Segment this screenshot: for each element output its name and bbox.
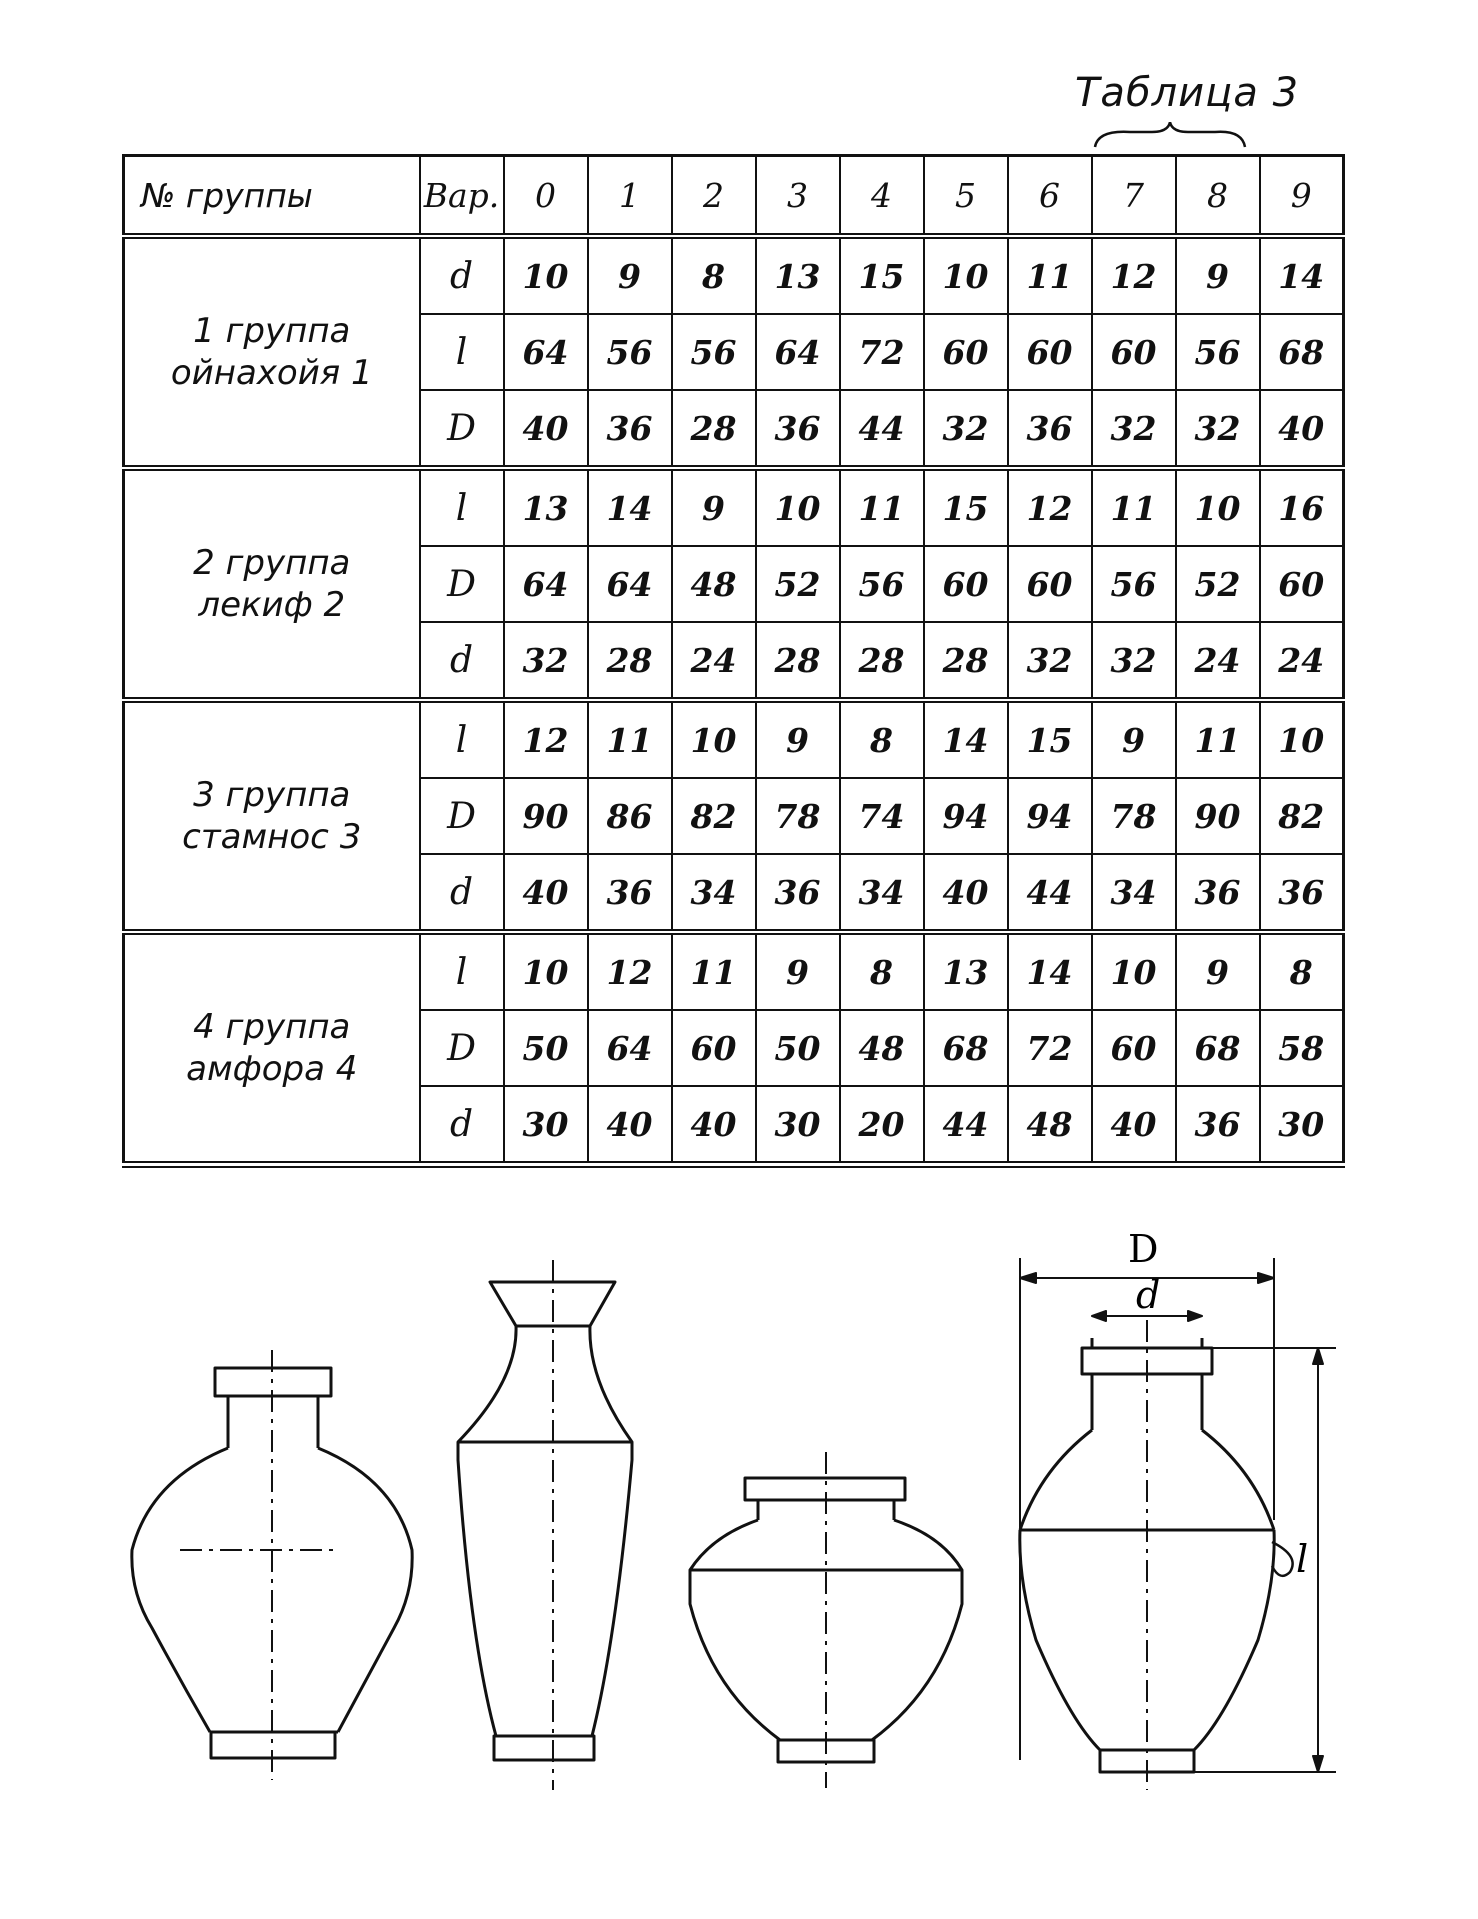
value-cell: 32 [1092,390,1176,468]
value-cell: 90 [504,778,588,854]
value-cell: 94 [924,778,1008,854]
value-cell: 8 [840,700,924,778]
value-cell: 36 [1176,1086,1260,1165]
value-cell: 56 [672,314,756,390]
value-cell: 56 [840,546,924,622]
value-cell: 8 [672,236,756,314]
value-cell: 36 [588,390,672,468]
value-cell: 36 [1008,390,1092,468]
value-cell: 48 [840,1010,924,1086]
value-cell: 74 [840,778,924,854]
value-cell: 12 [1008,468,1092,546]
value-cell: 10 [756,468,840,546]
header-col-0: 0 [504,156,588,237]
value-cell: 36 [588,854,672,932]
group-name-cell: 2 группа лекиф 2 [124,468,420,700]
variable-cell: l [420,700,504,778]
value-cell: 15 [1008,700,1092,778]
value-cell: 40 [504,854,588,932]
value-cell: 34 [1092,854,1176,932]
variants-table [122,154,1345,1168]
value-cell: 11 [1176,700,1260,778]
value-cell: 60 [1092,1010,1176,1086]
value-cell: 28 [924,622,1008,700]
variable-cell: d [420,622,504,700]
table-body [124,156,1344,1165]
value-cell: 28 [840,622,924,700]
value-cell: 60 [672,1010,756,1086]
value-cell: 60 [1260,546,1344,622]
value-cell: 9 [1092,700,1176,778]
value-cell: 12 [1092,236,1176,314]
value-cell: 34 [840,854,924,932]
value-cell: 13 [756,236,840,314]
header-group-cell: № группы [124,156,420,237]
header-col-6: 6 [1008,156,1092,237]
value-cell: 40 [924,854,1008,932]
value-cell: 60 [1008,546,1092,622]
value-cell: 12 [504,700,588,778]
value-cell: 15 [924,468,1008,546]
variable-cell: d [420,854,504,932]
value-cell: 68 [1260,314,1344,390]
variable-cell: D [420,1010,504,1086]
value-cell: 72 [1008,1010,1092,1086]
variable-cell: D [420,546,504,622]
value-cell: 12 [588,932,672,1010]
value-cell: 10 [1092,932,1176,1010]
value-cell: 14 [1260,236,1344,314]
value-cell: 60 [1008,314,1092,390]
value-cell: 32 [504,622,588,700]
group-name-cell: 3 группа стамнос 3 [124,700,420,932]
value-cell: 72 [840,314,924,390]
value-cell: 58 [1260,1010,1344,1086]
value-cell: 78 [1092,778,1176,854]
value-cell: 64 [588,1010,672,1086]
value-cell: 9 [1176,932,1260,1010]
table-row [124,932,1344,1010]
value-cell: 28 [756,622,840,700]
value-cell: 40 [504,390,588,468]
stamnos-drawing [690,1452,962,1788]
value-cell: 28 [588,622,672,700]
table-row [124,236,1344,314]
value-cell: 36 [756,854,840,932]
table-row [124,700,1344,778]
value-cell: 50 [756,1010,840,1086]
header-col-4: 4 [840,156,924,237]
header-row [124,156,1344,237]
value-cell: 64 [504,314,588,390]
table-caption: Таблица 3 [1075,70,1300,116]
group-name-cell: 4 группа амфора 4 [124,932,420,1165]
value-cell: 8 [1260,932,1344,1010]
value-cell: 30 [1260,1086,1344,1165]
value-cell: 13 [504,468,588,546]
variable-cell: d [420,1086,504,1165]
header-col-8: 8 [1176,156,1260,237]
value-cell: 14 [1008,932,1092,1010]
value-cell: 52 [756,546,840,622]
value-cell: 86 [588,778,672,854]
variable-cell: l [420,314,504,390]
value-cell: 48 [1008,1086,1092,1165]
value-cell: 16 [1260,468,1344,546]
value-cell: 11 [672,932,756,1010]
value-cell: 10 [672,700,756,778]
caption-brace [1090,122,1250,152]
dimension-label-D: D [1128,1227,1159,1271]
dimension-label-l: l [1296,1537,1309,1581]
value-cell: 11 [840,468,924,546]
value-cell: 40 [588,1086,672,1165]
table-row [124,468,1344,546]
variable-cell: l [420,932,504,1010]
group-name-cell: 1 группа ойнахойя 1 [124,236,420,468]
header-col-3: 3 [756,156,840,237]
value-cell: 56 [1176,314,1260,390]
variable-cell: d [420,236,504,314]
value-cell: 10 [1176,468,1260,546]
value-cell: 82 [672,778,756,854]
value-cell: 90 [1176,778,1260,854]
value-cell: 68 [924,1010,1008,1086]
value-cell: 11 [1092,468,1176,546]
value-cell: 9 [672,468,756,546]
header-col-1: 1 [588,156,672,237]
value-cell: 60 [924,546,1008,622]
value-cell: 40 [1260,390,1344,468]
value-cell: 36 [756,390,840,468]
header-col-5: 5 [924,156,1008,237]
value-cell: 64 [756,314,840,390]
header-col-9: 9 [1260,156,1344,237]
value-cell: 10 [924,236,1008,314]
value-cell: 32 [924,390,1008,468]
value-cell: 30 [756,1086,840,1165]
value-cell: 14 [924,700,1008,778]
value-cell: 9 [756,700,840,778]
value-cell: 48 [672,546,756,622]
value-cell: 50 [504,1010,588,1086]
dimension-label-d: d [1136,1273,1161,1317]
value-cell: 36 [1260,854,1344,932]
value-cell: 9 [588,236,672,314]
value-cell: 64 [588,546,672,622]
value-cell: 28 [672,390,756,468]
lekythos-drawing [458,1260,632,1790]
value-cell: 36 [1176,854,1260,932]
value-cell: 10 [504,932,588,1010]
value-cell: 13 [924,932,1008,1010]
header-variant-cell: Вар. [420,156,504,237]
header-col-2: 2 [672,156,756,237]
value-cell: 56 [1092,546,1176,622]
value-cell: 52 [1176,546,1260,622]
value-cell: 44 [840,390,924,468]
value-cell: 9 [1176,236,1260,314]
oinochoe-drawing [132,1350,412,1780]
header-col-7: 7 [1092,156,1176,237]
value-cell: 60 [924,314,1008,390]
value-cell: 24 [1260,622,1344,700]
value-cell: 30 [504,1086,588,1165]
value-cell: 56 [588,314,672,390]
value-cell: 10 [1260,700,1344,778]
value-cell: 32 [1092,622,1176,700]
value-cell: 32 [1008,622,1092,700]
value-cell: 94 [1008,778,1092,854]
value-cell: 40 [1092,1086,1176,1165]
value-cell: 68 [1176,1010,1260,1086]
value-cell: 78 [756,778,840,854]
value-cell: 34 [672,854,756,932]
value-cell: 8 [840,932,924,1010]
value-cell: 11 [588,700,672,778]
value-cell: 14 [588,468,672,546]
value-cell: 40 [672,1086,756,1165]
value-cell: 32 [1176,390,1260,468]
value-cell: 82 [1260,778,1344,854]
value-cell: 15 [840,236,924,314]
value-cell: 24 [672,622,756,700]
value-cell: 20 [840,1086,924,1165]
value-cell: 60 [1092,314,1176,390]
variable-cell: D [420,390,504,468]
vessel-drawings [0,1220,1478,1820]
value-cell: 44 [1008,854,1092,932]
value-cell: 9 [756,932,840,1010]
value-cell: 11 [1008,236,1092,314]
value-cell: 24 [1176,622,1260,700]
value-cell: 10 [504,236,588,314]
value-cell: 44 [924,1086,1008,1165]
dimension-lines [1020,1258,1336,1772]
variable-cell: l [420,468,504,546]
amphora-drawing [1020,1320,1293,1790]
variable-cell: D [420,778,504,854]
value-cell: 64 [504,546,588,622]
